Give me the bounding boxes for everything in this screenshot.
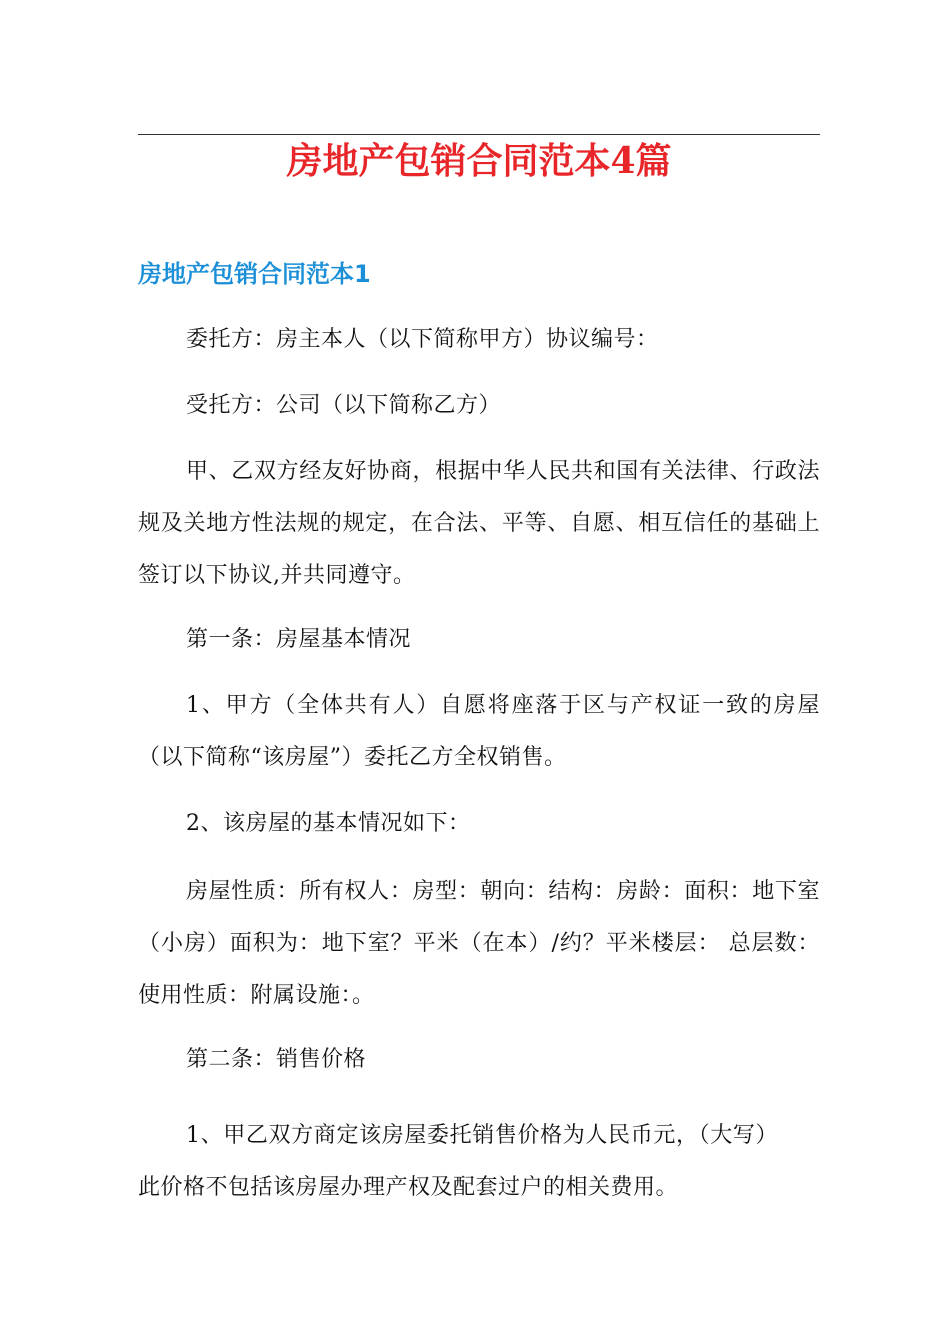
article-1-heading: 第一条：房屋基本情况 <box>186 627 412 652</box>
article-1-clause-2: 2、该房屋的基本情况如下： <box>186 811 471 836</box>
section-heading: 房地产包销合同范本1 <box>138 260 371 288</box>
document-title: 房地产包销合同范本4篇 <box>286 140 672 182</box>
article-1-clause-1: 1、甲方（全体共有人）自愿将座落于区与产权证一致的房屋（以下简称“该房屋”）委托乙方全权销售。 <box>138 693 820 770</box>
article-2-heading: 第二条：销售价格 <box>186 1047 367 1072</box>
paragraph-preamble: 甲、乙双方经友好协商，根据中华人民共和国有关法律、行政法规及关地方性法规的规定，在合法、平等、自愿、相互信任的基础上签订以下协议,并共同遵守。 <box>138 459 820 588</box>
article-2-clause-1: 1、甲乙双方商定该房屋委托销售价格为人民币元，（大写）此价格不包括该房屋办理产权及配套过户的相关费用。 <box>138 1123 778 1200</box>
property-details: 房屋性质：所有权人：房型：朝向：结构：房龄：面积：地下室（小房）面积为：地下室？平米（在本）/约？平米楼层： 总层数：使用性质：附属设施：。 <box>138 879 820 1008</box>
header-rule <box>138 134 820 135</box>
paragraph-client: 委托方：房主本人（以下简称甲方）协议编号： <box>186 327 659 352</box>
paragraph-agent: 受托方：公司（以下简称乙方） <box>186 393 502 418</box>
